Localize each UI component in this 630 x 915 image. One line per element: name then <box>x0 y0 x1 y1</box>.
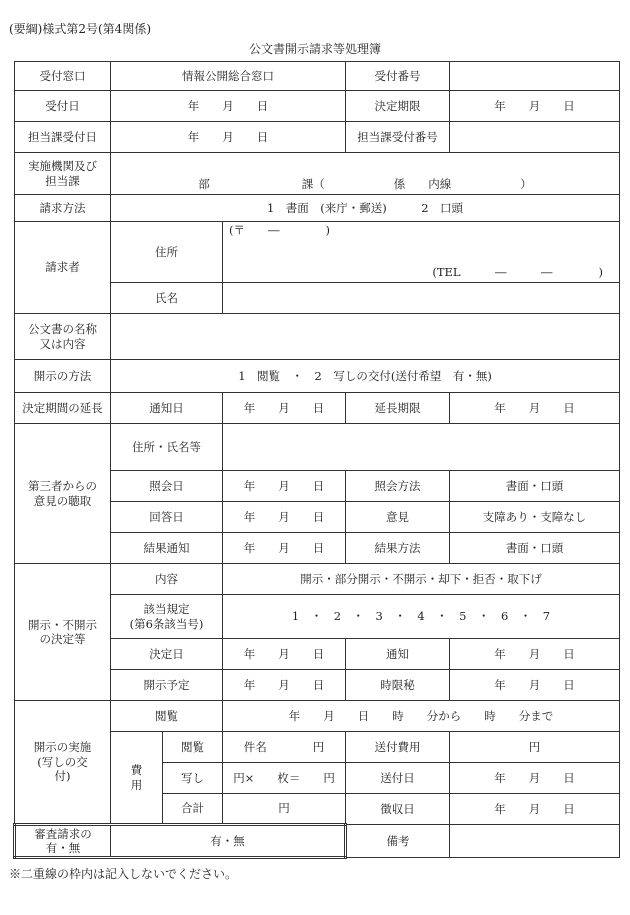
row-requester-address <box>15 222 620 283</box>
label-viewing: 閲覧 <box>111 701 223 732</box>
label-applicable-rule: 該当規定 (第6条該当号) <box>111 595 223 639</box>
row-document-name <box>15 314 620 360</box>
field-applicable-rule[interactable]: 1 ・ 2 ・ 3 ・ 4 ・ 5 ・ 6 ・ 7 <box>223 595 620 639</box>
form-number: (要綱)様式第2号(第4関係) <box>9 22 151 36</box>
row-review-request <box>15 825 620 858</box>
field-notification[interactable]: 年 月 日 <box>450 639 620 670</box>
label-implementation: 開示の実施 (写しの交 付) <box>15 701 111 825</box>
label-opinion: 意見 <box>346 502 450 533</box>
label-disclosure-method: 開示の方法 <box>15 360 111 393</box>
label-dept-reception-number: 担当課受付番号 <box>346 122 450 153</box>
row-disclosure-method <box>15 360 620 393</box>
label-fee: 費 用 <box>111 732 163 825</box>
label-review-request: 審査請求の 有・無 <box>15 825 111 858</box>
field-fee-viewing[interactable]: 件名 円 <box>223 732 346 763</box>
label-extension: 決定期間の延長 <box>15 393 111 424</box>
field-dept-reception-date[interactable]: 年 月 日 <box>111 122 346 153</box>
field-notice-date[interactable]: 年 月 日 <box>223 393 346 424</box>
label-address: 住所 <box>111 222 223 283</box>
label-decision-date: 決定日 <box>111 639 223 670</box>
label-fee-total: 合計 <box>163 794 223 825</box>
field-fee-copy[interactable]: 円× 枚＝ 円 <box>223 763 346 794</box>
field-time-limit-secret[interactable]: 年 月 日 <box>450 670 620 701</box>
label-third-party: 第三者からの 意見の聴取 <box>15 424 111 564</box>
tel-text: (TEL ― ― ) <box>432 264 604 279</box>
field-result-method[interactable]: 書面・口頭 <box>450 533 620 564</box>
request-register-table <box>13 61 620 859</box>
field-fee-total[interactable]: 円 <box>223 794 346 825</box>
label-fee-viewing: 閲覧 <box>163 732 223 763</box>
label-extension-limit: 延長期限 <box>346 393 450 424</box>
field-document-name[interactable] <box>111 314 620 360</box>
label-decision: 開示・不開示 の決定等 <box>15 564 111 701</box>
field-answer-date[interactable]: 年 月 日 <box>223 502 346 533</box>
field-scheduled-disclosure[interactable]: 年 月 日 <box>223 670 346 701</box>
label-document-name: 公文書の名称 又は内容 <box>15 314 111 360</box>
label-name: 氏名 <box>111 283 223 314</box>
field-inquiry-method[interactable]: 書面・口頭 <box>450 471 620 502</box>
label-inquiry-method: 照会方法 <box>346 471 450 502</box>
label-agency: 実施機関及び 担当課 <box>15 153 111 195</box>
label-dept-reception-date: 担当課受付日 <box>15 122 111 153</box>
field-reception-number[interactable] <box>450 62 620 91</box>
label-notice-date: 通知日 <box>111 393 223 424</box>
label-collection-date: 徴収日 <box>346 794 450 825</box>
field-dept-reception-number[interactable] <box>450 122 620 153</box>
field-review-request[interactable]: 有・無 <box>111 825 346 858</box>
row-reception <box>15 62 620 91</box>
row-agency <box>15 153 620 195</box>
field-collection-date[interactable]: 年 月 日 <box>450 794 620 825</box>
label-requester: 請求者 <box>15 222 111 314</box>
field-opinion[interactable]: 支障あり・支障なし <box>450 502 620 533</box>
label-scheduled-disclosure: 開示予定 <box>111 670 223 701</box>
value-reception-window: 情報公開総合窓口 <box>111 62 346 91</box>
label-reception-window: 受付窓口 <box>15 62 111 91</box>
label-notification: 通知 <box>346 639 450 670</box>
label-remarks: 備考 <box>346 825 450 858</box>
footnote: ※二重線の枠内は記入しないでください。 <box>9 867 238 881</box>
field-remarks[interactable] <box>450 825 620 858</box>
field-extension-limit[interactable]: 年 月 日 <box>450 393 620 424</box>
field-viewing[interactable]: 年 月 日 時 分から 時 分まで <box>223 701 620 732</box>
label-decision-deadline: 決定期限 <box>346 91 450 122</box>
row-dept-reception <box>15 122 620 153</box>
label-answer-date: 回答日 <box>111 502 223 533</box>
field-third-party-address[interactable] <box>223 424 620 471</box>
row-extension <box>15 393 620 424</box>
label-decision-content: 内容 <box>111 564 223 595</box>
form-title: 公文書開示請求等処理簿 <box>248 42 381 56</box>
field-request-method[interactable]: 1 書面 (来庁・郵送) 2 口頭 <box>111 195 620 222</box>
field-inquiry-date[interactable]: 年 月 日 <box>223 471 346 502</box>
field-decision-content[interactable]: 開示・部分開示・不開示・却下・拒否・取下げ <box>223 564 620 595</box>
field-result-notice[interactable]: 年 月 日 <box>223 533 346 564</box>
postal-code-text: (〒 ― ) <box>229 223 330 237</box>
field-decision-date[interactable]: 年 月 日 <box>223 639 346 670</box>
row-viewing <box>15 701 620 732</box>
field-shipping-fee[interactable]: 円 <box>450 732 620 763</box>
label-third-party-address: 住所・氏名等 <box>111 424 223 471</box>
label-request-method: 請求方法 <box>15 195 111 222</box>
row-third-party-address <box>15 424 620 471</box>
label-result-method: 結果方法 <box>346 533 450 564</box>
label-inquiry-date: 照会日 <box>111 471 223 502</box>
row-decision-content <box>15 564 620 595</box>
label-fee-copy: 写し <box>163 763 223 794</box>
label-result-notice: 結果通知 <box>111 533 223 564</box>
row-reception-date <box>15 91 620 122</box>
field-decision-deadline[interactable]: 年 月 日 <box>450 91 620 122</box>
label-shipping-fee: 送付費用 <box>346 732 450 763</box>
field-disclosure-method[interactable]: 1 閲覧 ・ 2 写しの交付(送付希望 有・無) <box>111 360 620 393</box>
field-agency[interactable]: 部 課（ 係 内線 ） <box>111 153 620 195</box>
row-request-method <box>15 195 620 222</box>
field-name[interactable] <box>223 283 620 314</box>
field-address[interactable] <box>223 222 620 283</box>
field-shipping-date[interactable]: 年 月 日 <box>450 763 620 794</box>
label-reception-number: 受付番号 <box>346 62 450 91</box>
label-time-limit-secret: 時限秘 <box>346 670 450 701</box>
label-reception-date: 受付日 <box>15 91 111 122</box>
field-reception-date[interactable]: 年 月 日 <box>111 91 346 122</box>
label-shipping-date: 送付日 <box>346 763 450 794</box>
